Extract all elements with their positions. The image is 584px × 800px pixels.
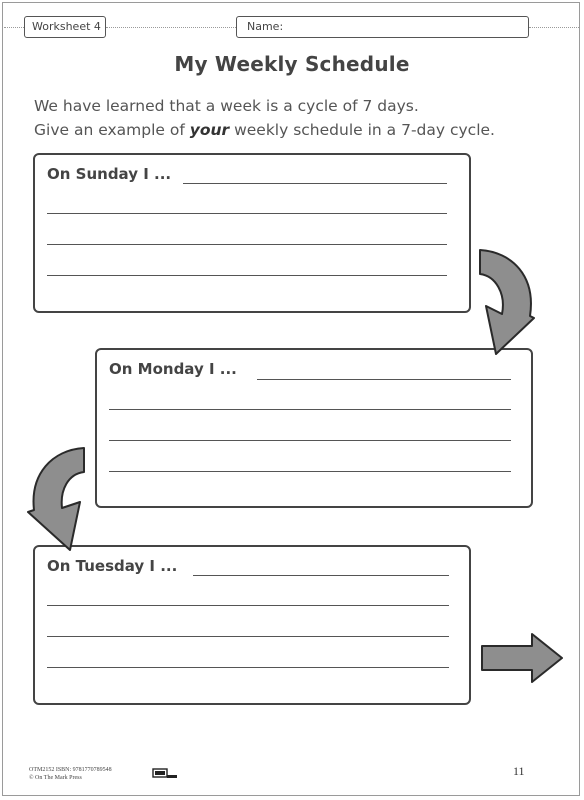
answer-line[interactable] (109, 409, 511, 410)
page-title: My Weekly Schedule (174, 52, 410, 76)
day-label: On Monday I ... (109, 360, 237, 378)
tuesday-box (33, 545, 471, 705)
curved-arrow-down-left-icon (26, 444, 88, 556)
answer-line[interactable] (257, 379, 511, 380)
header-divider (529, 27, 579, 28)
day-label: On Sunday I ... (47, 165, 172, 183)
footer-copyright: © On The Mark Press (29, 775, 82, 781)
intro-line-2 (34, 121, 495, 139)
day-label: On Tuesday I ... (47, 557, 178, 575)
answer-line[interactable] (47, 667, 449, 668)
answer-line[interactable] (183, 183, 447, 184)
worksheet-tag: Worksheet 4 (24, 16, 106, 38)
publisher-logo-icon (152, 766, 178, 780)
answer-line[interactable] (47, 213, 447, 214)
intro-text: Give an example of (34, 121, 190, 139)
answer-line[interactable] (193, 575, 449, 576)
footer-code: OTM2152 ISBN: 9781770789548 (29, 767, 112, 773)
intro-emphasis: your (189, 121, 230, 139)
page-number: 11 (513, 764, 525, 778)
arrow-right-icon (480, 632, 564, 686)
answer-line[interactable] (47, 275, 447, 276)
header-divider (4, 27, 24, 28)
answer-line[interactable] (109, 471, 511, 472)
header-divider (106, 27, 236, 28)
monday-box (95, 348, 533, 508)
sunday-box (33, 153, 471, 313)
answer-line[interactable] (47, 636, 449, 637)
answer-line[interactable] (109, 440, 511, 441)
curved-arrow-down-right-icon (476, 246, 538, 362)
answer-line[interactable] (47, 244, 447, 245)
intro-line-1: We have learned that a week is a cycle of 7 days. (34, 97, 419, 115)
name-field[interactable]: Name: (236, 16, 529, 38)
answer-line[interactable] (47, 605, 449, 606)
intro-text: weekly schedule in a 7-day cycle. (229, 121, 495, 139)
